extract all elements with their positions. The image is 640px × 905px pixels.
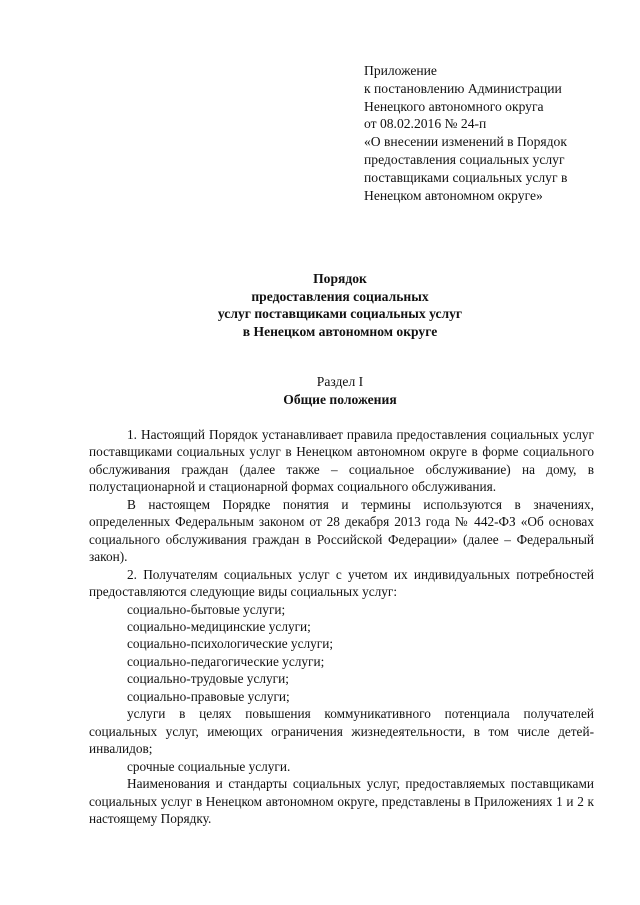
paragraph-3: 2. Получателям социальных услуг с учетом их индивидуальных потребностей предоставляются следующие виды социальных услуг: xyxy=(89,566,594,600)
appendix-line: к постановлению Администрации xyxy=(364,80,562,96)
appendix-block xyxy=(364,62,614,204)
list-item: социально-медицинские услуги; xyxy=(127,618,311,634)
appendix-line: Ненецкого автономного округа xyxy=(364,98,544,114)
appendix-line: Ненецком автономном округе» xyxy=(364,187,543,203)
document-body xyxy=(89,426,594,827)
title-line: предоставления социальных xyxy=(251,288,429,304)
list-item: социально-педагогические услуги; xyxy=(127,653,325,669)
document-title xyxy=(100,270,580,340)
paragraph-2: В настоящем Порядке понятия и термины используются в значениях, определенных Федеральным законом от 28 декабря 2013 года № 442-ФЗ «Об основах социального обслуживания граждан в Российской Федерации» (далее – Федеральный закон). xyxy=(89,496,594,565)
paragraph-1: 1. Настоящий Порядок устанавливает правила предоставления социальных услуг поставщиками социальных услуг в Ненецком автономном округе в форме социального обслуживания граждан (далее также – социальное обслуживание) на дому, в полустационарной и стационарной формах социального обслуживания. xyxy=(89,427,594,495)
appendix-line: поставщиками социальных услуг в xyxy=(364,169,568,185)
title-line: в Ненецком автономном округе xyxy=(242,323,438,339)
paragraph-4: услуги в целях повышения коммуникативного потенциала получателей социальных услуг, имеющих ограничения жизнедеятельности, в том числе детей-инвалидов; xyxy=(89,706,594,757)
title-line: Порядок xyxy=(313,271,367,286)
list-item: социально-трудовые услуги; xyxy=(127,671,289,687)
title-line: услуг поставщиками социальных услуг xyxy=(217,306,463,322)
appendix-line: «О внесении изменений в Порядок xyxy=(364,134,567,150)
section-number: Раздел I xyxy=(316,374,364,389)
appendix-line: Приложение xyxy=(364,63,437,78)
appendix-line: предоставления социальных услуг xyxy=(364,151,565,167)
paragraph-5: срочные социальные услуги. xyxy=(127,758,291,774)
list-item: социально-правовые услуги; xyxy=(127,688,290,704)
section-heading: Общие положения xyxy=(283,392,397,407)
list-item: социально-бытовые услуги; xyxy=(127,601,286,617)
appendix-line: от 08.02.2016 № 24-п xyxy=(364,116,487,132)
list-item: социально-психологические услуги; xyxy=(127,636,334,652)
paragraph-6: Наименования и стандарты социальных услуг, предоставляемых поставщиками социальных услуг в Ненецком автономном округе, представлены в Приложениях 1 и 2 к настоящему Порядку. xyxy=(89,776,594,826)
section-header xyxy=(100,373,580,409)
